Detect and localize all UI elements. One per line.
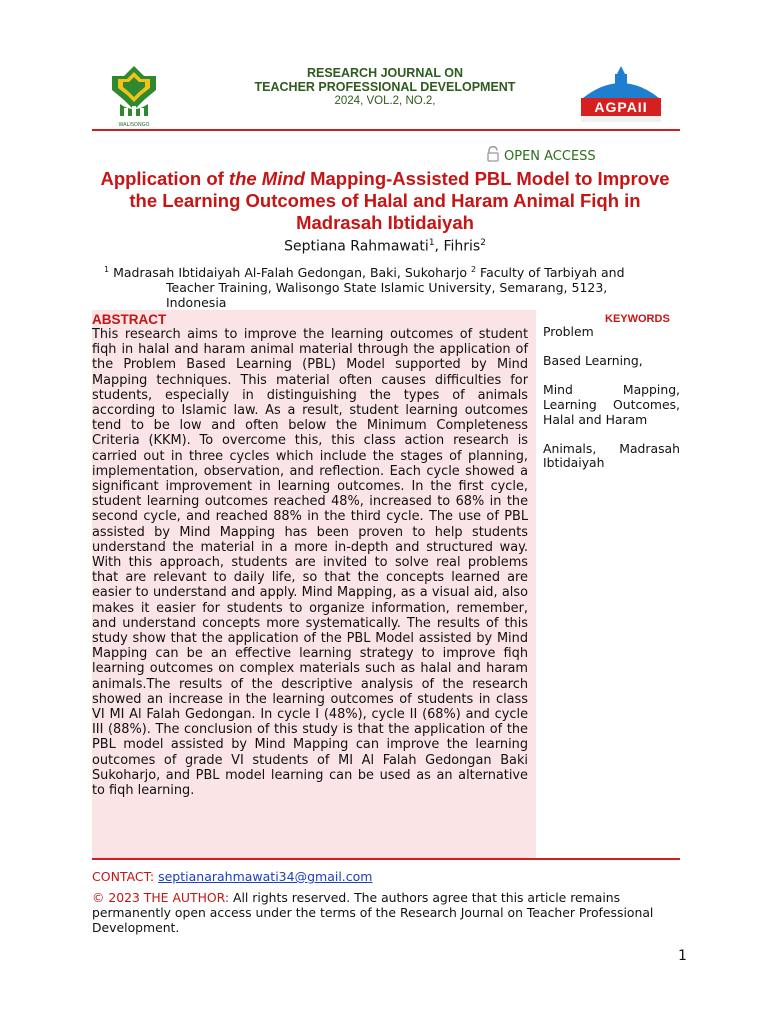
- affiliation-1-text: Madrasah Ibtidaiyah Al-Falah Gedongan, Baki, Sukoharjo: [109, 265, 471, 281]
- copyright-notice: [92, 890, 682, 935]
- open-lock-icon: [486, 146, 500, 166]
- keyword-item: Based Learning,: [543, 353, 643, 369]
- copyright-label: © 2023 THE AUTHOR:: [92, 890, 230, 905]
- header-divider: [92, 129, 680, 131]
- author-1-sup: 1: [428, 238, 435, 248]
- affiliation-2-text: Faculty of Tarbiyah and: [476, 265, 625, 281]
- contact-email-link[interactable]: septianarahmawati34@gmail.com: [158, 869, 373, 884]
- author-1: Septiana Rahmawati: [284, 238, 429, 255]
- affiliation-2-sup: 2: [470, 265, 477, 274]
- contact-line: [92, 869, 372, 884]
- keywords-list: [543, 325, 680, 486]
- affiliation-line-2: Teacher Training, Walisongo State Islamic University, Semarang, 5123,: [166, 280, 608, 296]
- keywords-heading: KEYWORDS: [605, 313, 670, 325]
- open-access-label: OPEN ACCESS: [504, 149, 596, 164]
- title-post: Mapping-Assisted PBL Model to Improve the Learning Outcomes of Halal and Haram Animal Fiqh in Madrasah Ibtidaiyah: [129, 168, 670, 233]
- open-access-badge: [486, 146, 596, 166]
- contact-label: CONTACT:: [92, 869, 155, 884]
- article-title: [92, 168, 678, 234]
- journal-name-line2: TEACHER PROFESSIONAL DEVELOPMENT: [254, 80, 516, 94]
- abstract-divider: [92, 858, 680, 860]
- affiliation-1-sup: 1: [104, 265, 110, 274]
- keyword-item: Animals, Madrasah Ibtidaiyah: [543, 440, 680, 471]
- author-separator: ,: [434, 238, 444, 255]
- journal-name-line1: RESEARCH JOURNAL ON: [306, 66, 464, 80]
- agpaii-logo: [575, 64, 667, 126]
- journal-issue: 2024, VOL.2, NO.2,: [334, 95, 436, 107]
- walisongo-logo-text: WALISONGO: [118, 122, 150, 128]
- title-pre: Application of: [100, 168, 229, 189]
- affiliations: [104, 262, 684, 310]
- journal-header: [190, 66, 580, 108]
- author-list: [92, 238, 678, 255]
- keyword-item: Mind Mapping, Learning Outcomes, Halal and Haram: [543, 382, 680, 427]
- keyword-item: Problem: [543, 324, 594, 339]
- abstract-text: This research aims to improve the learning outcomes of student fiqh in halal and haram animal material through the application of the Problem Based Learning (PBL) Model supported by Mind Mapping techniques. This material often causes difficulties for students, especially in distinguishing the types of animals according to Islamic law. As a result, student learning outcomes tend to be low and often below the Minimum Completeness Criteria (KKM). To overcome this, this class action research is carried out in three cycles which include the stages of planning, implementation, observation, and reflection. Each cycle showed a significant improvement in learning outcomes. In the first cycle, student learning outcomes reached 48%, increased to 68% in the second cycle, and reached 88% in the third cycle. The use of PBL assisted by Mind Mapping has been proven to help students understand the material in a more in-depth and structured way. With this approach, students are invited to solve real problems that are relevant to daily life, so that the concepts learned are easier to understand and apply. Mind Mapping, as a visual aid, also makes it easier for students to organize information, remember, and understand concepts more systematically. The results of this study show that the application of the PBL Model assisted by Mind Mapping can be an effective learning strategy to improve fiqh learning outcomes on complex materials such as halal and haram animals.The results of the descriptive analysis of the research showed an increase in the learning outcomes of students in class VI MI Al Falah Gedongan. In cycle I (48%), cycle II (68%) and cycle III (88%). The conclusion of this study is that the application of the PBL model assisted by Mind Mapping can improve the learning outcomes of grade VI students of MI Al Falah Gedongan Baki Sukoharjo, and PBL model learning can be used as an alternative to fiqh learning.: [92, 327, 528, 799]
- author-2: Fihris: [443, 238, 481, 255]
- agpaii-logo-text: AGPAII: [594, 99, 648, 115]
- affiliation-line-3: Indonesia: [166, 295, 227, 311]
- walisongo-logo: [110, 64, 158, 130]
- title-italic: the Mind: [228, 168, 305, 189]
- author-2-sup: 2: [480, 238, 486, 248]
- page-number: 1: [678, 948, 687, 964]
- copyright-text: All rights reserved. The authors agree that this article remains permanently open access under the terms of the Research Journal on Teacher Professional Development.: [92, 890, 654, 935]
- abstract-heading: ABSTRACT: [92, 312, 167, 327]
- affiliation-line-1: [104, 262, 684, 280]
